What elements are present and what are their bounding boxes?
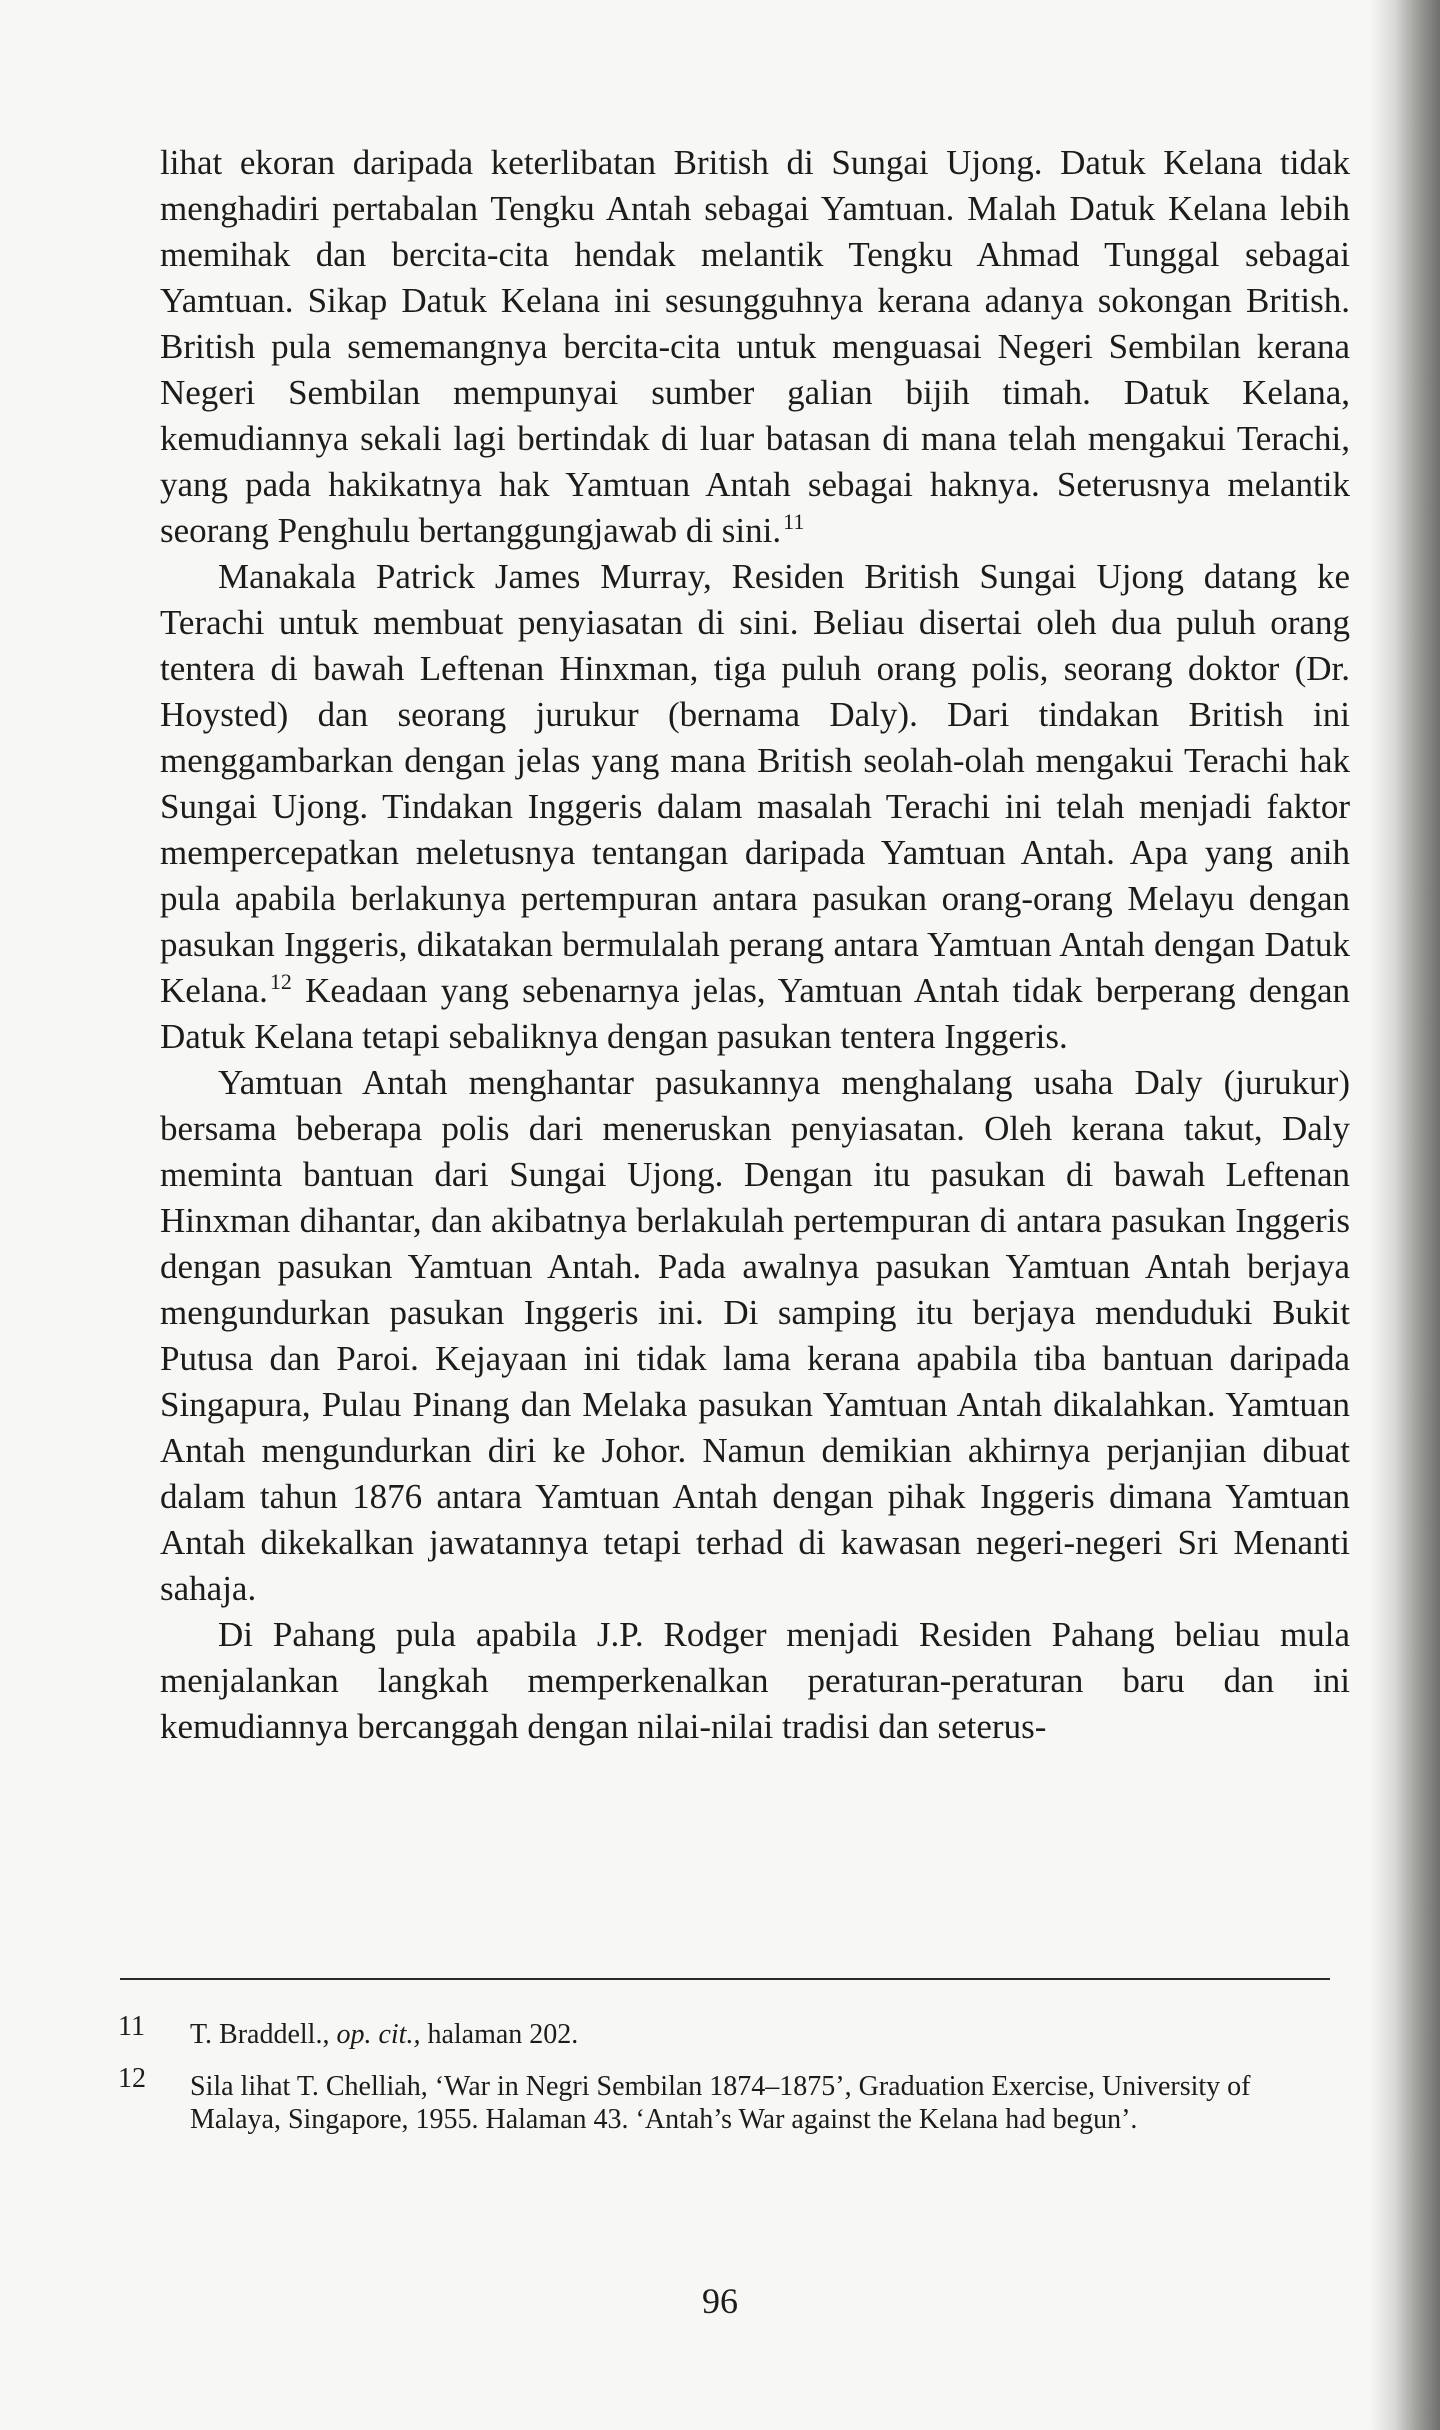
body-text [160,140,1350,1750]
footnote-ref-12: 12 [269,969,292,995]
paragraph-1 [160,140,1350,554]
paragraph-4-text: Di Pahang pula apabila J.P. Rodger menjadi Residen Pahang beliau mula menjalankan langkah memperkenalkan peraturan-peraturan baru dan ini kemudiannya bercanggah dengan nilai-nilai tradisi dan seterus- [160,1615,1350,1746]
footnote-12-number: 12 [118,2063,146,2094]
paragraph-3-text: Yamtuan Antah menghantar pasukannya menghalang usaha Daly (jurukur) bersama beberapa polis dari meneruskan penyiasatan. Oleh kerana takut, Daly meminta bantuan dari Sungai Ujong. Dengan itu pasukan di bawah Leftenan Hinxman dihantar, dan akibatnya berlakulah pertempuran di antara pasukan Inggeris dengan pasukan Yamtuan Antah. Pada awalnya pasukan Yamtuan Antah berjaya mengundurkan pasukan Inggeris ini. Di samping itu berjaya menduduki Bukit Putusa dan Paroi. Kejayaan ini tidak lama kerana apabila tiba bantuan daripada Singapura, Pulau Pinang dan Melaka pasukan Yamtuan Antah dikalahkan. Yamtuan Antah mengundurkan diri ke Johor. Namun demikian akhirnya perjanjian dibuat dalam tahun 1876 antara Yamtuan Antah dengan pihak Inggeris dimana Yamtuan Antah dikekalkan jawatannya tetapi terhad di kawasan negeri-negeri Sri Menanti sahaja. [160,1063,1350,1608]
footnote-divider [120,1978,1330,1980]
paragraph-3 [160,1060,1350,1612]
paragraph-2-text-a: Manakala Patrick James Murray, Residen British Sungai Ujong datang ke Terachi untuk membuat penyiasatan di sini. Beliau disertai oleh dua puluh orang tentera di bawah Leftenan Hinxman, tiga puluh orang polis, seorang doktor (Dr. Hoysted) dan seorang jurukur (bernama Daly). Dari tindakan British ini menggambarkan dengan jelas yang mana British seolah-olah mengakui Terachi hak Sungai Ujong. Tindakan Inggeris dalam masalah Terachi ini telah menjadi faktor mempercepatkan meletusnya tentangan daripada Yamtuan Antah. Apa yang anih pula apabila berlakunya pertempuran antara pasukan orang-orang Melayu dengan pasukan Inggeris, dikatakan bermulalah perang antara Yamtuan Antah dengan Datuk Kelana. [160,557,1350,1010]
page-edge-shadow [1370,0,1440,2430]
footnote-11-author: T. Braddell., [190,2019,330,2050]
footnote-11 [118,2011,1338,2051]
paragraph-4 [160,1612,1350,1750]
footnote-12 [118,2063,1338,2136]
footnote-ref-11: 11 [783,509,805,535]
footnote-11-italic: op. cit., [336,2019,421,2050]
footnote-11-number: 11 [118,2011,145,2042]
paragraph-2-text-b: Keadaan yang sebenarnya jelas, Yamtuan Antah tidak berperang dengan Datuk Kelana tetapi sebaliknya dengan pasukan tentera Inggeris. [160,971,1350,1056]
paragraph-1-text: lihat ekoran daripada keterlibatan British di Sungai Ujong. Datuk Kelana tidak menghadiri pertabalan Tengku Antah sebagai Yamtuan. Malah Datuk Kelana lebih memihak dan bercita-cita hendak melantik Tengku Ahmad Tunggal sebagai Yamtuan. Sikap Datuk Kelana ini sesungguhnya kerana adanya sokongan British. British pula sememangnya bercita-cita untuk menguasai Negeri Sembilan kerana Negeri Sembilan mempunyai sumber galian bijih timah. Datuk Kelana, kemudiannya sekali lagi bertindak di luar batasan di mana telah mengakui Terachi, yang pada hakikatnya hak Yamtuan Antah sebagai haknya. Seterusnya melantik seorang Penghulu bertanggungjawab di sini. [160,143,1350,550]
footnote-11-text [190,2018,1338,2051]
footnote-12-text: Sila lihat T. Chelliah, ‘War in Negri Sembilan 1874–1875’, Graduation Exercise, University of Malaya, Singapore, 1955. Halaman 43. ‘Antah’s War against the Kelana had begun’. [190,2071,1251,2135]
paragraph-2 [160,554,1350,1060]
footnote-11-rest: halaman 202. [427,2019,579,2050]
page-number: 96 [702,2281,738,2321]
